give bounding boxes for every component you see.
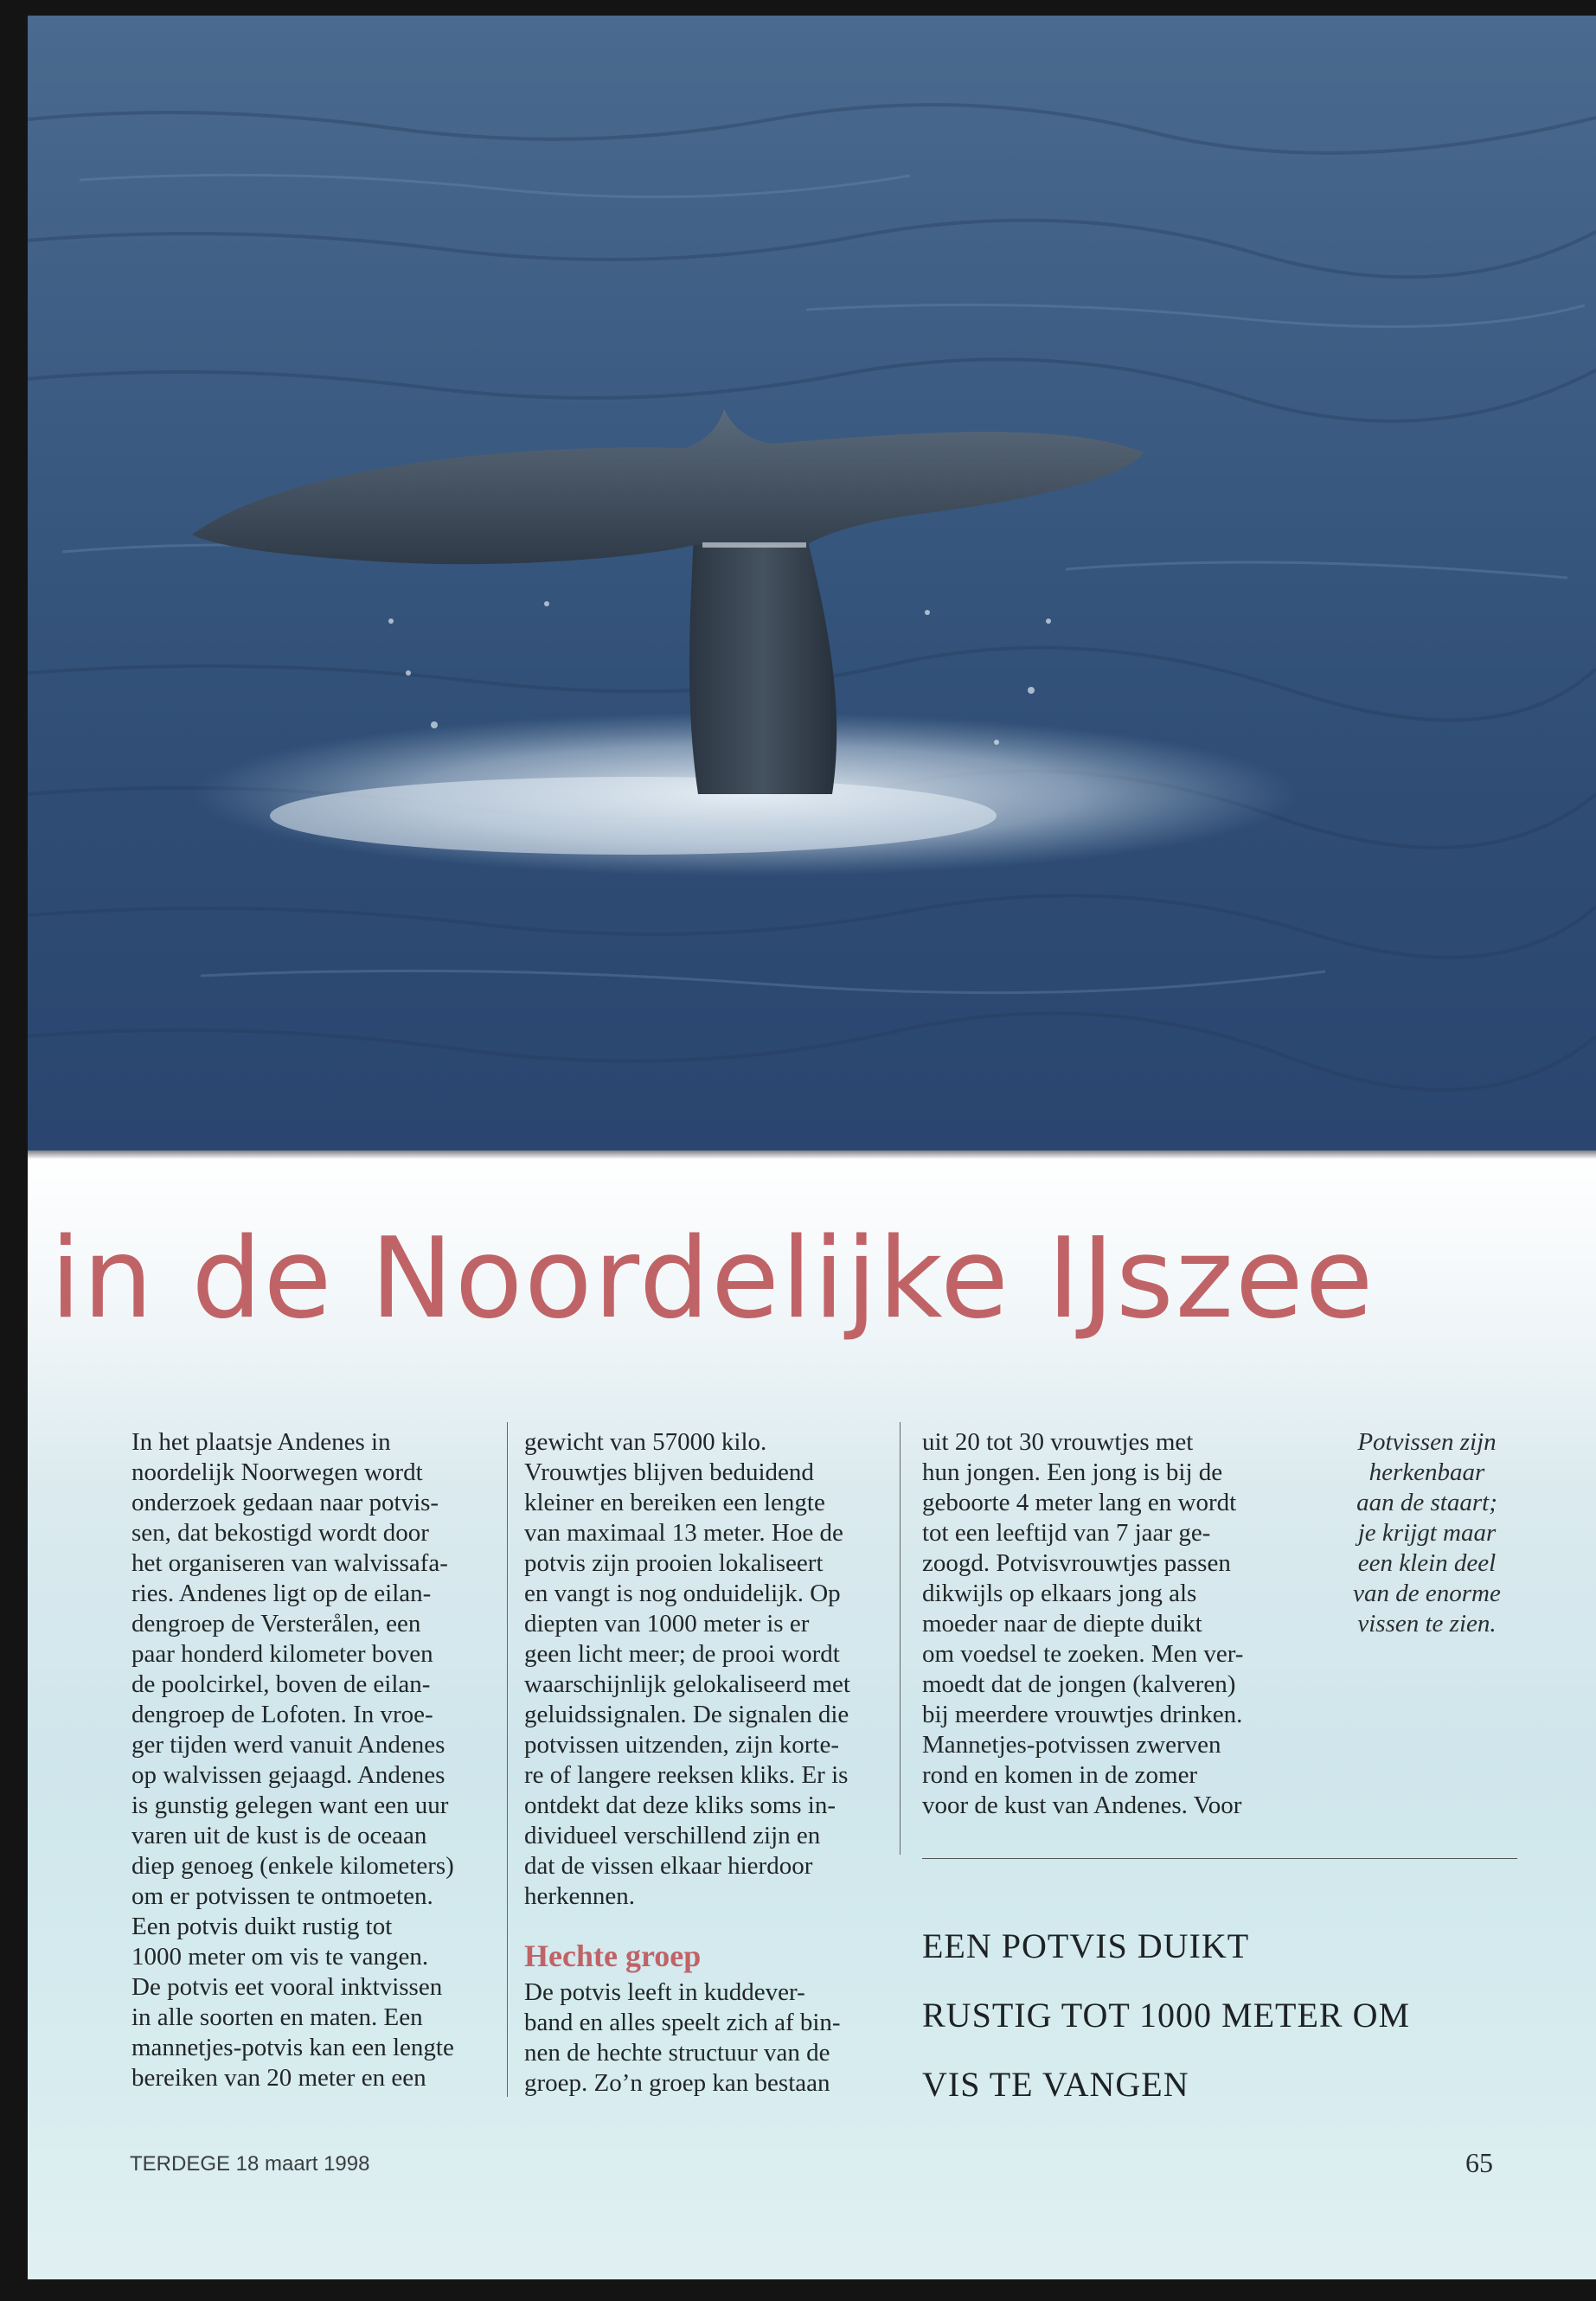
text-column-2 <box>524 1427 909 1912</box>
text-line: varen uit de kust is de oceaan <box>131 1822 427 1849</box>
text-line: diep genoeg (enkele kilometers) <box>131 1852 454 1880</box>
photo-caption <box>1308 1427 1546 1639</box>
text-column-2-continued <box>524 1977 909 2099</box>
text-line: in alle soorten en maten. Een <box>131 2003 423 2031</box>
pullquote-line: EEN POTVIS DUIKT <box>922 1926 1250 1965</box>
section-subheading: Hechte groep <box>524 1939 702 1973</box>
text-line: diepten van 1000 meter is er <box>524 1610 810 1638</box>
text-line: 1000 meter om vis te vangen. <box>131 1943 429 1971</box>
text-line: op walvissen gejaagd. Andenes <box>131 1761 445 1789</box>
text-line: geluidssignalen. De signalen die <box>524 1701 849 1728</box>
pull-quote <box>922 1912 1545 2119</box>
text-line: moedt dat de jongen (kalveren) <box>922 1670 1236 1698</box>
text-line: bereiken van 20 meter en een <box>131 2064 426 2092</box>
text-line: In het plaatsje Andenes in <box>131 1428 391 1456</box>
text-line: noordelijk Noorwegen wordt <box>131 1458 423 1486</box>
pullquote-rule <box>922 1858 1517 1859</box>
article-headline: in de Noordelijke IJszee <box>50 1215 1375 1343</box>
text-line: om er potvissen te ontmoeten. <box>131 1882 433 1910</box>
caption-line: herkenbaar <box>1368 1458 1485 1486</box>
whale-tail-illustration <box>28 16 1596 1150</box>
text-line: en vangt is nog onduidelijk. Op <box>524 1580 841 1607</box>
caption-line: van de enorme <box>1353 1580 1501 1607</box>
text-line: tot een leeftijd van 7 jaar ge- <box>922 1519 1211 1547</box>
text-line: herkennen. <box>524 1882 636 1910</box>
text-line: dengroep de Versterålen, een <box>131 1610 421 1638</box>
caption-line: aan de staart; <box>1356 1489 1497 1516</box>
text-line: dat de vissen elkaar hierdoor <box>524 1852 813 1880</box>
text-line: potvissen uitzenden, zijn korte- <box>524 1731 840 1759</box>
text-line: bij meerdere vrouwtjes drinken. <box>922 1701 1243 1728</box>
text-line: nen de hechte structuur van de <box>524 2039 830 2067</box>
magazine-page <box>28 16 1596 2279</box>
text-line: geboorte 4 meter lang en wordt <box>922 1489 1237 1516</box>
text-line: kleiner en bereiken een lengte <box>524 1489 825 1516</box>
publication-footer: TERDEGE 18 maart 1998 <box>130 2152 370 2176</box>
text-line: gewicht van 57000 kilo. <box>524 1428 767 1456</box>
pullquote-line: VIS TE VANGEN <box>922 2065 1189 2104</box>
text-line: rond en komen in de zomer <box>922 1761 1198 1789</box>
text-line: is gunstig gelegen want een uur <box>131 1791 449 1819</box>
text-line: ger tijden werd vanuit Andenes <box>131 1731 445 1759</box>
photo-bottom-edge <box>28 1150 1596 1159</box>
column-divider <box>900 1422 901 1855</box>
text-line: het organiseren van walvissafa- <box>131 1549 448 1577</box>
text-line: Vrouwtjes blijven beduidend <box>524 1458 814 1486</box>
caption-line: je krijgt maar <box>1357 1519 1497 1547</box>
text-line: onderzoek gedaan naar potvis- <box>131 1489 439 1516</box>
text-line: uit 20 tot 30 vrouwtjes met <box>922 1428 1194 1456</box>
caption-line: een klein deel <box>1357 1549 1497 1577</box>
text-line: om voedsel te zoeken. Men ver- <box>922 1640 1244 1668</box>
text-column-3 <box>922 1427 1307 1821</box>
text-line: Mannetjes-potvissen zwerven <box>922 1731 1221 1759</box>
text-line: band en alles speelt zich af bin- <box>524 2009 841 2036</box>
text-line: paar honderd kilometer boven <box>131 1640 433 1668</box>
caption-line: Potvissen zijn <box>1357 1428 1497 1456</box>
text-line: sen, dat bekostigd wordt door <box>131 1519 429 1547</box>
text-column-1 <box>131 1427 516 2093</box>
caption-line: vissen te zien. <box>1357 1610 1497 1638</box>
column-divider <box>507 1422 508 2097</box>
text-line: dikwijls op elkaars jong als <box>922 1580 1197 1607</box>
text-line: de poolcirkel, boven de eilan- <box>131 1670 431 1698</box>
text-line: voor de kust van Andenes. Voor <box>922 1791 1242 1819</box>
text-line: waarschijnlijk gelokaliseerd met <box>524 1670 850 1698</box>
text-line: dividueel verschillend zijn en <box>524 1822 821 1849</box>
text-line: De potvis leeft in kuddever- <box>524 1978 805 2006</box>
text-line: ries. Andenes ligt op de eilan- <box>131 1580 432 1607</box>
pullquote-line: RUSTIG TOT 1000 METER OM <box>922 1996 1411 2035</box>
text-line: re of langere reeksen kliks. Er is <box>524 1761 849 1789</box>
text-line: van maximaal 13 meter. Hoe de <box>524 1519 843 1547</box>
text-line: hun jongen. Een jong is bij de <box>922 1458 1223 1486</box>
text-line: geen licht meer; de prooi wordt <box>524 1640 840 1668</box>
text-line: zoogd. Potvisvrouwtjes passen <box>922 1549 1231 1577</box>
text-line: Een potvis duikt rustig tot <box>131 1913 393 1940</box>
text-line: potvis zijn prooien lokaliseert <box>524 1549 824 1577</box>
text-line: De potvis eet vooral inktvissen <box>131 1973 443 2001</box>
text-line: mannetjes-potvis kan een lengte <box>131 2034 454 2061</box>
text-line: groep. Zo’n groep kan bestaan <box>524 2069 830 2097</box>
page-number: 65 <box>1465 2147 1493 2178</box>
text-line: ontdekt dat deze kliks soms in- <box>524 1791 836 1819</box>
whale-tail-photo <box>28 16 1596 1150</box>
text-line: dengroep de Lofoten. In vroe- <box>131 1701 433 1728</box>
text-line: moeder naar de diepte duikt <box>922 1610 1202 1638</box>
